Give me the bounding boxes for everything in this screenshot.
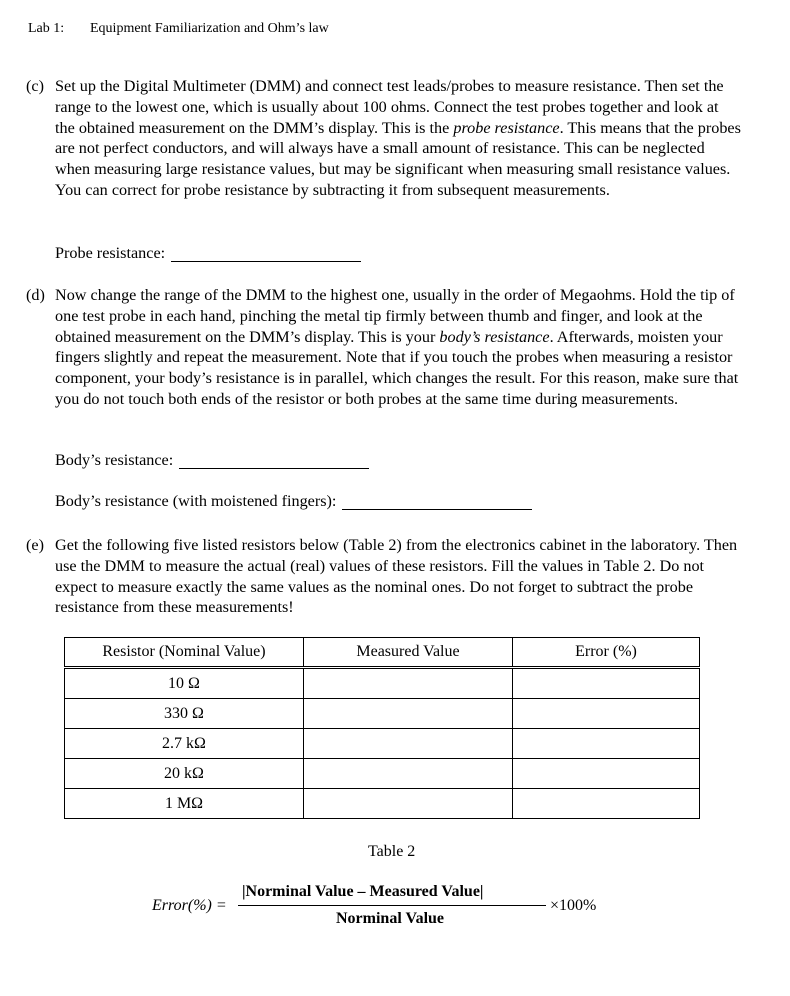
resistor-table: [64, 637, 700, 819]
measured-cell[interactable]: [304, 759, 513, 789]
table-row: [65, 729, 700, 759]
section-c: [26, 76, 741, 201]
table-row: [65, 699, 700, 729]
table-row: [65, 789, 700, 819]
nominal-cell: 1 MΩ: [65, 789, 304, 819]
error-cell[interactable]: [513, 759, 700, 789]
body-resistance-blank[interactable]: [179, 467, 369, 469]
table-caption: Table 2: [368, 843, 416, 860]
lab-title: Equipment Familiarization and Ohm’s law: [90, 21, 329, 36]
probe-resistance-label: Probe resistance:: [55, 244, 166, 262]
header-nominal: Resistor (Nominal Value): [65, 638, 304, 668]
header-measured: Measured Value: [304, 638, 513, 668]
nominal-cell: 10 Ω: [65, 668, 304, 699]
formula-multiplier: ×100%: [550, 897, 597, 914]
section-c-text-2: . This means that the probes are not perfect conductors, and will always have a small amount of resistance. This can be neglected when measuring large resistance values, but may be significant when measuring small resistance values. You can correct for probe resistance by subtracting it from subsequent measurements.: [55, 118, 741, 199]
lab-number: Lab 1:: [28, 21, 65, 36]
section-d-text-2: . Afterwards, moisten your fingers slightly and repeat the measurement. Note that if you touch the probes when measuring a resistor component, your body’s resistance is in parallel, which changes the result. For this reason, make sure that you do not touch both ends of the resistor or both probes at the same time during measurements.: [55, 327, 739, 408]
measured-cell[interactable]: [304, 729, 513, 759]
formula-denominator: Norminal Value: [336, 910, 445, 927]
body-resistance-moist-label: Body’s resistance (with moistened fingers):: [55, 492, 337, 510]
measured-cell[interactable]: [304, 668, 513, 699]
body-resistance-field: [55, 451, 369, 470]
table-row: [65, 759, 700, 789]
section-d-italic-term: body’s resistance: [439, 327, 550, 346]
formula-numerator: |Norminal Value – Measured Value|: [242, 883, 484, 900]
section-c-text-1: Set up the Digital Multimeter (DMM) and connect test leads/probes to measure resistance. Then set the range to the lowest one, which is usually about 100 ohms. Connect the test probes together and look at the obtained measurement on the DMM’s display. This is the: [55, 77, 724, 137]
probe-resistance-field: [55, 244, 361, 263]
measured-cell[interactable]: [304, 699, 513, 729]
error-cell[interactable]: [513, 789, 700, 819]
formula-lhs: [152, 897, 227, 915]
error-cell[interactable]: [513, 668, 700, 699]
body-resistance-moist-field: [55, 492, 532, 511]
nominal-cell: 2.7 kΩ: [65, 729, 304, 759]
section-e: [26, 535, 741, 618]
nominal-cell: 330 Ω: [65, 699, 304, 729]
header-error: Error (%): [513, 638, 700, 668]
measured-cell[interactable]: [304, 789, 513, 819]
table-header-row: [65, 638, 700, 668]
section-c-letter: (c): [26, 77, 44, 95]
section-e-paragraph: Get the following five listed resistors below (Table 2) from the electronics cabinet in the laboratory. Then use the DMM to measure the actual (real) values of these resistors. Fill the values in Table 2. Do not expect to measure exactly the same values as the nominal ones. Do not forget to subtract the probe resistance from these measurements!: [55, 536, 738, 617]
body-resistance-moist-blank[interactable]: [342, 508, 532, 510]
formula-lhs-text: Error(%) =: [152, 897, 227, 914]
section-c-italic-term: probe resistance: [453, 118, 560, 137]
error-formula: [152, 883, 622, 935]
section-c-paragraph: [55, 76, 741, 201]
section-d-paragraph: [55, 285, 741, 410]
section-d-text-1: Now change the range of the DMM to the highest one, usually in the order of Megaohms. Hold the tip of one test probe in each hand, pinching the metal tip firmly between thumb and finger, and look at the obtained measurement on the DMM’s display. This is your: [55, 286, 735, 346]
table-row: [65, 668, 700, 699]
error-cell[interactable]: [513, 699, 700, 729]
nominal-cell: 20 kΩ: [65, 759, 304, 789]
body-resistance-label: Body’s resistance:: [55, 451, 174, 469]
section-e-letter: (e): [26, 536, 44, 554]
page-header: [28, 21, 329, 37]
section-d-letter: (d): [26, 286, 45, 304]
section-d: [26, 285, 741, 410]
error-cell[interactable]: [513, 729, 700, 759]
fraction-bar: [238, 905, 546, 906]
probe-resistance-blank[interactable]: [171, 260, 361, 262]
